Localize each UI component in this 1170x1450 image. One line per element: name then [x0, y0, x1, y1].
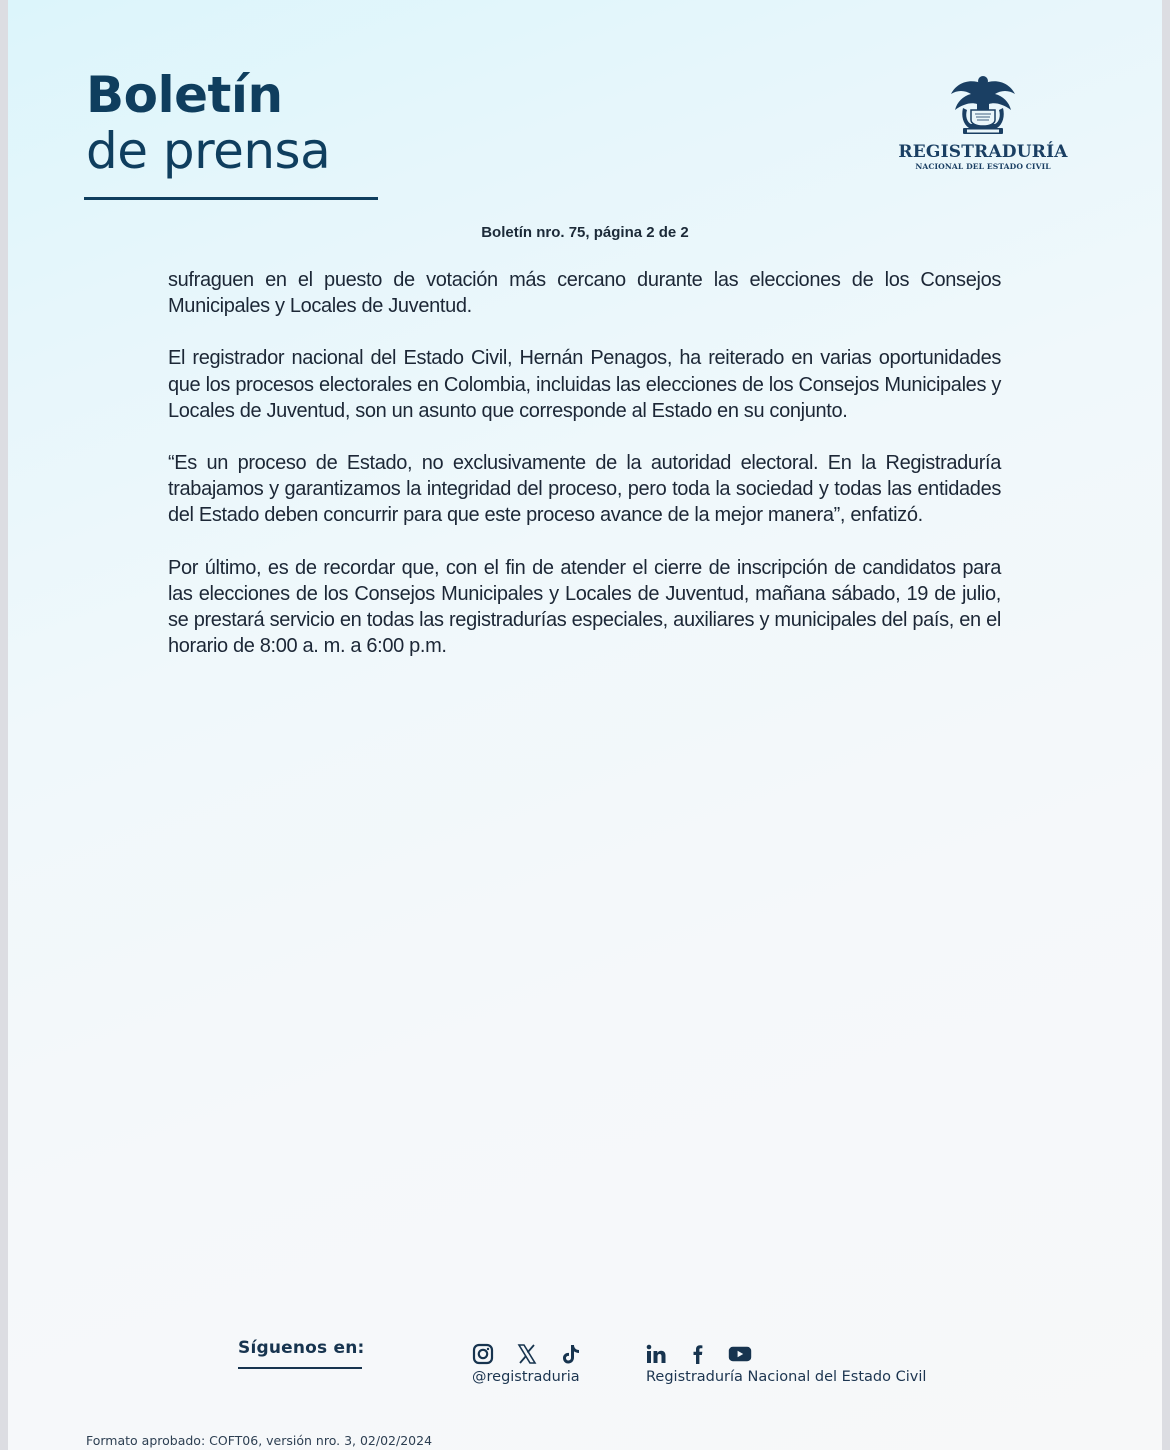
paragraph: Por último, es de recordar que, con el fin de atender el cierre de inscripción de candidatos para las elecciones de los Consejos Municipales y Locales de Juventud, mañana sábado, 19 de julio, se prestará servicio en todas las registradurías especiales, auxiliares y municipales del país, en el horario de 8:00 a. m. a 6:00 p.m. — [168, 556, 1001, 658]
paragraph-quote: “Es un proceso de Estado, no exclusivamente de la autoridad electoral. En la Registraduría trabajamos y garantizamos la integridad del proceso, pero toda la sociedad y todas las entidades del Estado deben concurrir para que este proceso avance de la mejor manera”, enfatizó. — [168, 452, 1001, 527]
youtube-icon[interactable] — [728, 1342, 752, 1366]
instagram-icon[interactable] — [471, 1342, 495, 1366]
paragraph: El registrador nacional del Estado Civil, Hernán Penagos, ha reiterado en varias oportunidades que los procesos electorales en Colombia, incluidas las elecciones de los Consejos Municipales y Locales de Juventud, son un asunto que corresponde al Estado en su conjunto. — [168, 347, 1001, 422]
follow-us-underline — [238, 1367, 362, 1369]
social-handle-full-name[interactable]: Registraduría Nacional del Estado Civil — [646, 1369, 927, 1385]
format-note: Formato aprobado: COFT06, versión nro. 3, 02/02/2024 — [86, 1433, 433, 1448]
facebook-icon[interactable] — [686, 1342, 710, 1366]
social-icons-group-b — [644, 1342, 752, 1366]
bulletin-number: Boletín nro. 75, página 2 de 2 — [481, 224, 689, 241]
tiktok-icon[interactable] — [559, 1342, 583, 1366]
registraduria-logo — [898, 72, 1068, 182]
x-icon[interactable] — [515, 1342, 539, 1366]
title-underline — [84, 197, 378, 200]
title-bold: Boletín — [86, 66, 283, 124]
bulletin-body — [168, 267, 1001, 685]
social-icons-group-a — [471, 1342, 583, 1366]
coat-of-arms-icon — [898, 72, 1068, 138]
logo-name: REGISTRADURÍA — [898, 142, 1068, 162]
title-light: de prensa — [86, 122, 331, 180]
follow-us-label: Síguenos en: — [238, 1338, 365, 1358]
paragraph: sufraguen en el puesto de votación más cercano durante las elecciones de los Consejos Municipales y Locales de Juventud. — [168, 269, 1001, 318]
social-handle[interactable]: @registraduria — [472, 1369, 580, 1385]
press-bulletin-page — [8, 0, 1162, 1450]
linkedin-icon[interactable] — [644, 1342, 668, 1366]
logo-subtitle: NACIONAL DEL ESTADO CIVIL — [915, 162, 1051, 171]
